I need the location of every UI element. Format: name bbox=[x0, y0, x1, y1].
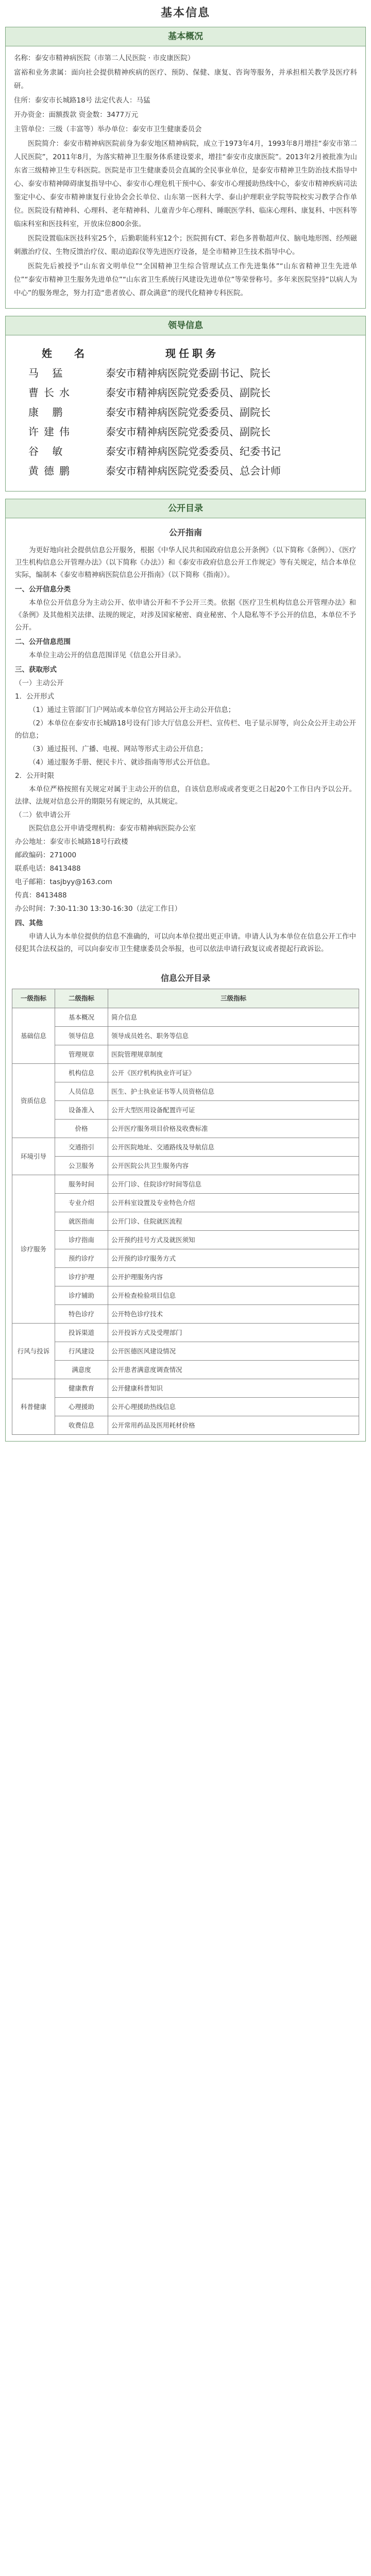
guide-paragraph: 办公时间：7:30-11:30 13:30-16:30（法定工作日） bbox=[15, 905, 182, 913]
catalog-row bbox=[12, 1045, 359, 1064]
catalog-l3-cell: 公开患者满意度调查情况 bbox=[108, 1361, 359, 1379]
catalog-l2-cell: 人员信息 bbox=[55, 1082, 108, 1101]
guide-section-heading: 二、公开信息范围 bbox=[15, 638, 71, 646]
guide-paragraph: （4）通过服务手册、便民卡片、就诊指南等形式公开信息。 bbox=[29, 758, 214, 767]
catalog-row bbox=[12, 1138, 359, 1157]
leaders-col-position: 现任职务 bbox=[165, 347, 219, 360]
catalog-l1-cell: 行风与投诉 bbox=[12, 1324, 55, 1379]
guide-paragraph: 办公地址：泰安市长城路18号行政楼 bbox=[15, 838, 128, 846]
catalog-l1-cell: 诊疗服务 bbox=[12, 1175, 55, 1324]
catalog-l2-cell: 公卫服务 bbox=[55, 1157, 108, 1175]
guide-paragraph: 为更好地向社会提供信息公开服务，根据《中华人民共和国政府信息公开条例》（以下简称《条例》）、《医疗卫生机构信息公开管理办法》（以下简称《办法》）和《泰安市政府信息公开工作规定》等有关规定，结合本单位实际，编制本《泰安市精神病医院信息公开指南》（以下简称《指南》）。 bbox=[15, 546, 356, 579]
guide-paragraph: 1．公开形式 bbox=[15, 692, 55, 701]
catalog-row bbox=[12, 1342, 359, 1361]
catalog-row bbox=[12, 1268, 359, 1286]
guide-paragraph: （二）依申请公开 bbox=[15, 811, 71, 819]
basic-info-paragraph: 名称：泰安市精神病医院（市第二人民医院 · 市皮康医院） bbox=[14, 54, 195, 62]
guide-paragraph: （1）通过主管部门门户网站或本单位官方网站公开主动公开信息； bbox=[29, 706, 235, 714]
catalog-row bbox=[12, 1175, 359, 1194]
catalog-l3-cell: 公开医疗服务项目价格及收费标准 bbox=[108, 1120, 359, 1138]
guide-paragraph: （一）主动公开 bbox=[15, 679, 64, 687]
catalog-l2-cell: 机构信息 bbox=[55, 1064, 108, 1082]
basic-info-paragraph: 医院先后被授予“山东省文明单位”“全国精神卫生综合管理试点工作先进集体”“山东省精神卫生先进单位”“泰安市精神卫生服务先进单位”“山东省卫生系统行风建设先进单位”等荣誉称号。多年来医院坚持“以病人为中心”的服务理念，努力打造“患者放心、群众满意”的现代化精神专科医院。 bbox=[14, 262, 357, 297]
leader-name: 谷 敏 bbox=[28, 445, 68, 457]
basic-info-paragraph: 医院简介：泰安市精神病医院前身为泰安地区精神病院，成立于1973年4月，1993年8月增挂“泰安市第二人民医院”，2011年8月，为落实精神卫生服务体系建设要求，增挂“泰安市皮康医院”。2013年2月被批准为山东省三级精神卫生专科医院。医院是市卫生健康委员会直属的全民事业单位，是泰安市精神卫生防治技术指导中心、泰安市精神障碍康复指导中心、泰安市心理危机干预中心、泰安市心理援助热线中心，泰安市精神疾病司法鉴定中心、泰安市精神康复行业协会会长单位、山东第一医科大学、泰山护理职业学院等院校实习教学合作单位。医院设有精神科、心理科、老年精神科、儿童青少年心理科、睡眠医学科、临床心理科、康复科、中医科等临床科室和医技科室，开放床位800余张。 bbox=[14, 140, 357, 228]
catalog-row bbox=[12, 1249, 359, 1268]
catalog-l2-cell: 收费信息 bbox=[55, 1416, 108, 1435]
catalog-l2-cell: 价格 bbox=[55, 1120, 108, 1138]
catalog-section bbox=[5, 499, 366, 1442]
catalog-l3-cell: 公开护理服务内容 bbox=[108, 1268, 359, 1286]
catalog-l2-cell: 诊疗辅助 bbox=[55, 1286, 108, 1305]
catalog-l2-cell: 投诉渠道 bbox=[55, 1324, 108, 1342]
catalog-l3-cell: 公开大型医用设备配置许可证 bbox=[108, 1101, 359, 1120]
catalog-l1-cell: 资质信息 bbox=[12, 1064, 55, 1138]
leader-row bbox=[21, 363, 350, 383]
guide-paragraph: 本单位主动公开的信息范围详见《信息公开目录》。 bbox=[29, 651, 185, 659]
catalog-l3-cell: 公开科室设置及专业特色介绍 bbox=[108, 1194, 359, 1212]
catalog-l2-cell: 设备准入 bbox=[55, 1101, 108, 1120]
catalog-row bbox=[12, 1157, 359, 1175]
leader-row bbox=[21, 442, 350, 461]
guide-paragraph: 申请人认为本单位提供的信息不准确的，可以向本单位提出更正申请。申请人认为本单位在信息公开工作中侵犯其合法权益的，可以向泰安市卫生健康委员会举报，也可以依法申请行政复议或者提起行政诉讼。 bbox=[15, 933, 356, 953]
basic-info-body bbox=[6, 46, 365, 308]
leaders-table bbox=[6, 335, 365, 491]
catalog-header-l3: 三级指标 bbox=[108, 989, 359, 1008]
catalog-l2-cell: 预约诊疗 bbox=[55, 1249, 108, 1268]
guide-paragraph: 本单位严格按照有关规定对属于主动公开的信息，自该信息形成或者变更之日起20个工作日内予以公开。法律、法规对信息公开的期限另有规定的，从其规定。 bbox=[15, 785, 356, 806]
leaders-heading: 领导信息 bbox=[6, 316, 365, 335]
catalog-header-row bbox=[12, 989, 359, 1008]
catalog-row bbox=[12, 1212, 359, 1231]
leader-position: 泰安市精神病医院党委委员、副院长 bbox=[106, 386, 271, 399]
catalog-wrap bbox=[6, 964, 365, 1441]
guide-paragraph: 2．公开时限 bbox=[15, 772, 55, 780]
leaders-header-row bbox=[21, 344, 350, 363]
leader-name: 马 猛 bbox=[28, 367, 68, 379]
catalog-row bbox=[12, 1027, 359, 1045]
catalog-table bbox=[12, 989, 359, 1435]
guide-title: 公开指南 bbox=[168, 528, 202, 537]
page-title: 基本信息 bbox=[160, 7, 210, 20]
catalog-l3-cell: 公开门诊、住院就医流程 bbox=[108, 1212, 359, 1231]
catalog-l2-cell: 服务时间 bbox=[55, 1175, 108, 1194]
leader-name: 许建伟 bbox=[28, 426, 75, 438]
catalog-row bbox=[12, 1324, 359, 1342]
leader-row bbox=[21, 461, 350, 481]
catalog-l3-cell: 公开投诉方式及受理部门 bbox=[108, 1324, 359, 1342]
catalog-l2-cell: 基本概况 bbox=[55, 1008, 108, 1027]
leader-name: 黄德鹏 bbox=[28, 465, 75, 477]
guide-paragraph: （2）本单位在泰安市长城路18号设有门诊大厅信息公开栏、宣传栏、电子显示屏等，向公众公开主动公开的信息； bbox=[15, 719, 356, 740]
catalog-row bbox=[12, 1231, 359, 1249]
catalog-l3-cell: 公开常用药品及医用耗材价格 bbox=[108, 1416, 359, 1435]
guide-paragraph: 本单位公开信息分为主动公开、依申请公开和不予公开三类。依据《医疗卫生机构信息公开管理办法》和《条例》及其他相关法律、法规的规定，对涉及国家秘密、商业秘密、个人隐私等不予公开的信息，本单位不予公开。 bbox=[15, 599, 356, 632]
basic-info-paragraph: 开办资金：面额拨款 资金数：3477万元 bbox=[14, 111, 139, 119]
guide-section-heading: 一、公开信息分类 bbox=[15, 585, 71, 594]
leaders-col-name: 姓 名 bbox=[42, 347, 94, 360]
guide-paragraph: 电子邮箱：tasjbyy@163.com bbox=[15, 878, 112, 886]
catalog-l2-cell: 行风建设 bbox=[55, 1342, 108, 1361]
catalog-l2-cell: 诊疗指南 bbox=[55, 1231, 108, 1249]
catalog-header-l2: 二级指标 bbox=[55, 989, 108, 1008]
catalog-l3-cell: 公开医德医风建设情况 bbox=[108, 1342, 359, 1361]
catalog-l3-cell: 公开《医疗机构执业许可证》 bbox=[108, 1064, 359, 1082]
guide-section-heading: 四、其他 bbox=[15, 919, 43, 927]
catalog-l2-cell: 管理规章 bbox=[55, 1045, 108, 1064]
catalog-l3-cell: 简介信息 bbox=[108, 1008, 359, 1027]
catalog-l2-cell: 心理援助 bbox=[55, 1398, 108, 1416]
leader-position: 泰安市精神病医院党委委员、纪委书记 bbox=[106, 445, 281, 457]
catalog-row bbox=[12, 1120, 359, 1138]
catalog-l1-cell: 环境引导 bbox=[12, 1138, 55, 1175]
catalog-l3-cell: 领导成员姓名、职务等信息 bbox=[108, 1027, 359, 1045]
guide-body bbox=[6, 518, 365, 964]
catalog-l3-cell: 公开预约挂号方式及就医须知 bbox=[108, 1231, 359, 1249]
catalog-l3-cell: 公开特色诊疗技术 bbox=[108, 1305, 359, 1324]
basic-info-heading: 基本概况 bbox=[6, 27, 365, 46]
catalog-l3-cell: 公开门诊、住院诊疗时间等信息 bbox=[108, 1175, 359, 1194]
catalog-l3-cell: 公开医院地址、交通路线及导航信息 bbox=[108, 1138, 359, 1157]
catalog-row bbox=[12, 1008, 359, 1027]
leader-name: 康 鹏 bbox=[28, 406, 68, 418]
catalog-l3-cell: 公开医院公共卫生服务内容 bbox=[108, 1157, 359, 1175]
leader-name: 曹长水 bbox=[28, 386, 75, 399]
catalog-l1-cell: 基础信息 bbox=[12, 1008, 55, 1064]
basic-info-paragraph: 住所：泰安市长城路18号 法定代表人：马猛 bbox=[14, 96, 150, 105]
catalog-title: 信息公开目录 bbox=[160, 973, 210, 983]
leaders-section bbox=[5, 316, 366, 492]
catalog-l3-cell: 公开健康科普知识 bbox=[108, 1379, 359, 1398]
catalog-l2-cell: 健康教育 bbox=[55, 1379, 108, 1398]
catalog-row bbox=[12, 1064, 359, 1082]
catalog-row bbox=[12, 1305, 359, 1324]
catalog-row bbox=[12, 1361, 359, 1379]
catalog-header-l1: 一级指标 bbox=[12, 989, 55, 1008]
catalog-row bbox=[12, 1101, 359, 1120]
catalog-l2-cell: 诊疗护理 bbox=[55, 1268, 108, 1286]
basic-info-paragraph: 富裕和业务隶属：面向社会提供精神疾病的医疗、预防、保健、康复、咨询等服务，并承担相关教学及医疗科研。 bbox=[14, 69, 357, 90]
leader-position: 泰安市精神病医院党委委员、副院长 bbox=[106, 406, 271, 418]
leader-row bbox=[21, 383, 350, 402]
catalog-row bbox=[12, 1194, 359, 1212]
catalog-row bbox=[12, 1379, 359, 1398]
catalog-l2-cell: 交通指引 bbox=[55, 1138, 108, 1157]
catalog-l2-cell: 就医指南 bbox=[55, 1212, 108, 1231]
leader-position: 泰安市精神病医院党委副书记、院长 bbox=[106, 367, 271, 379]
guide-paragraph: 医院信息公开申请受理机构：泰安市精神病医院办公室 bbox=[29, 824, 196, 833]
catalog-heading: 公开目录 bbox=[6, 499, 365, 518]
leader-row bbox=[21, 402, 350, 422]
catalog-l3-cell: 医生、护士执业证书等人员资格信息 bbox=[108, 1082, 359, 1101]
catalog-row bbox=[12, 1082, 359, 1101]
basic-info-paragraph: 医院设置临床医技科室25个，后勤职能科室12个；医院拥有CT、彩色多普勒超声仪、脑电地形图、经颅磁刺激治疗仪、生物反馈治疗仪、眼动追踪仪等先进医疗设备，是全市精神卫生技术指导中心。 bbox=[14, 234, 357, 256]
guide-paragraph: 传真：8413488 bbox=[15, 891, 67, 900]
guide-paragraph: 邮政编码：271000 bbox=[15, 851, 77, 859]
catalog-l3-cell: 公开心理援助热线信息 bbox=[108, 1398, 359, 1416]
catalog-l2-cell: 专业介绍 bbox=[55, 1194, 108, 1212]
catalog-l3-cell: 公开检查检验项目信息 bbox=[108, 1286, 359, 1305]
leader-row bbox=[21, 422, 350, 442]
catalog-l1-cell: 科普健康 bbox=[12, 1379, 55, 1435]
catalog-l2-cell: 领导信息 bbox=[55, 1027, 108, 1045]
leader-position: 泰安市精神病医院党委委员、副院长 bbox=[106, 426, 271, 438]
catalog-l3-cell: 公开预约诊疗服务方式 bbox=[108, 1249, 359, 1268]
catalog-row bbox=[12, 1416, 359, 1435]
guide-paragraph: 联系电话：8413488 bbox=[15, 865, 81, 873]
basic-info-section bbox=[5, 27, 366, 309]
basic-info-paragraph: 主管单位：三级（丰富等）举办单位：泰安市卫生健康委员会 bbox=[14, 125, 202, 133]
catalog-row bbox=[12, 1286, 359, 1305]
guide-paragraph: （3）通过报刊、广播、电视、网站等形式主动公开信息； bbox=[29, 745, 208, 753]
catalog-l3-cell: 医院管理规章制度 bbox=[108, 1045, 359, 1064]
catalog-l2-cell: 满意度 bbox=[55, 1361, 108, 1379]
catalog-row bbox=[12, 1398, 359, 1416]
guide-section-heading: 三、获取形式 bbox=[15, 666, 57, 674]
catalog-l2-cell: 特色诊疗 bbox=[55, 1305, 108, 1324]
leader-position: 泰安市精神病医院党委委员、总会计师 bbox=[106, 465, 281, 477]
